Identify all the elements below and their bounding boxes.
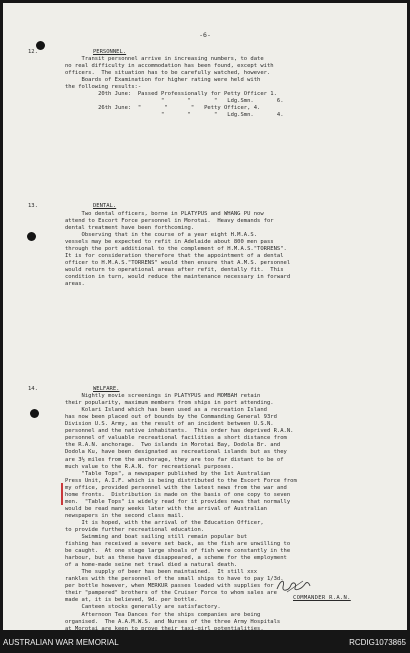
section-line: has now been placed out of bounds by the Commanding General 93rd (65, 414, 277, 421)
section-line: Transit personnel arrive in increasing numbers, to date (65, 56, 264, 63)
section-line: made at, it is believed, 9d. per bottle. (65, 597, 198, 604)
section-line: harbour, but as these have disappeared, a scheme for the employment (65, 555, 287, 562)
section-line: to provide further recreational education. (65, 526, 205, 533)
section-line: officers. The situation has to be carefully watched, however. (65, 70, 271, 77)
section-line: vessels may be expected to refit in Adelaide about 800 men pass (65, 238, 274, 245)
section-number: 14. (28, 386, 38, 393)
section-line: It is for consideration therefore that the appointment of a dental (65, 252, 284, 259)
section-line: The supply of beer has been maintained. It still xxx (65, 569, 258, 576)
section-line: the R.A.N. anchorage. Two islands in Morotai Bay, Dodola Br. and (65, 442, 281, 449)
section-line: are 3½ miles from the anchorage, they are too far distant to be of (65, 456, 284, 463)
section-line: "Table Tops", a newspaper published by the 1st Australian (65, 470, 271, 477)
section-line: would return to operational areas after refit, dentally fit. This (65, 266, 284, 273)
section-line: Press Unit, A.I.F. which is being distributed to the Escort Force from (65, 477, 297, 484)
document-page (3, 3, 407, 630)
section-heading: PERSONNEL. (93, 49, 127, 55)
section-line: Dodola Ku, have been designated as recreational islands but as they (65, 449, 287, 456)
signatory-title: COMMANDER R.A.N. (293, 595, 351, 601)
section-line: would be read many weeks later with the arrival of Australian (65, 505, 267, 512)
section-line: Kolari Island which has been used as a recreation Island (65, 407, 267, 414)
margin-mark (61, 483, 63, 505)
section-line: Two dental officers, borne in PLATYPUS and WHANG PU now (65, 210, 264, 217)
section-line: rankles with the personnel of the small ships to have to pay 1/3d. (65, 576, 284, 583)
section-line: no real difficulty in accommodation has been found, except with (65, 63, 274, 70)
section-line: personnel of valuable recreational facilities a short distance from (65, 435, 287, 442)
section-line: personnel and the native inhabitants. This order has deprived R.A.N. (65, 428, 294, 435)
section-welfare (28, 386, 395, 630)
section-line: 26th June: " " " Petty Officer, 4. (65, 105, 261, 112)
section-line: their popularity, maximum members from ships in port attending. (65, 400, 274, 407)
section-personnel (28, 49, 395, 119)
section-line: men. "Table Tops" is widely read for it provides news that normally (65, 498, 291, 505)
section-line: Division U.S. Army, as the result of an incident between U.S.N. (65, 421, 274, 428)
section-line: the following results:- (65, 84, 142, 91)
handwritten-signature (273, 575, 313, 595)
section-line: Swimming and boat sailing still remain popular but (65, 534, 248, 541)
section-line: Canteen stocks generally are satisfactory. (65, 604, 221, 611)
section-line: officer to H.M.A.S."TORRENS" would then ensure that A.M.S. personnel (65, 259, 291, 266)
section-heading: WELFARE. (93, 386, 120, 393)
section-line: through the port additional to the complement of H.M.A.S."TORRENS". (65, 245, 287, 252)
section-line: per bottle however, when MERKUR passes loaded with supplies for (65, 583, 274, 590)
section-line: It is hoped, with the arrival of the Education Officer, (65, 519, 264, 526)
record-id: RCDIG1073865 (349, 638, 406, 647)
punch-hole-bottom (30, 409, 39, 418)
section-line: " " " Ldg.Smn. 4. (65, 112, 284, 119)
section-line: fishing has received a severe set back, as the fish are unwilling to (65, 541, 291, 548)
section-line: much value to the R.A.N. for recreational purposes. (65, 463, 234, 470)
section-line: their "pampered" brothers of the Cruiser Force to whom sales are (65, 590, 277, 597)
section-line: Afternoon Tea Dances for the ships companies are being (65, 611, 261, 618)
section-line: newspapers in the second class mail. (65, 512, 185, 519)
section-line: of a home-made seine net trawl died a natural death. (65, 562, 238, 569)
page-number: -6- (199, 31, 211, 39)
section-line: attend to Escort Force personnel in Morotai. Heavy demands for (65, 217, 274, 224)
punch-hole-middle (27, 232, 36, 241)
section-line: dental treatment have been forthcoming. (65, 224, 195, 231)
section-line: " " " Ldg.Smn. 6. (65, 98, 284, 105)
section-line: Nightly movie screenings in PLATYPUS and MOMBAH retain (65, 393, 261, 400)
section-line: Boards of Examination for higher rating were held with (65, 77, 261, 84)
section-number: 12. (28, 49, 38, 55)
section-line: organised. The A.A.M.W.S. and Nurses of the three Army Hospitals (65, 618, 281, 625)
section-line: my office, provided personnel with the latest news from the war and (65, 484, 287, 491)
section-line: Observing that in the course of a year eight H.M.A.S. (65, 231, 258, 238)
section-number: 13. (28, 203, 38, 210)
section-line: condition in turn, would reduce the maintenance necessary in forward (65, 273, 291, 280)
archive-name: AUSTRALIAN WAR MEMORIAL (3, 638, 119, 647)
section-line: home fronts. Distribution is made on the basis of one copy to seven (65, 491, 291, 498)
section-line: areas. (65, 280, 85, 287)
section-heading: DENTAL. (93, 203, 117, 210)
section-line: 20th June: Passed Professionally for Petty Officer 1. (65, 91, 277, 98)
section-line: be caught. At one stage large shoals of fish were constantly in the (65, 548, 291, 555)
archive-footer (0, 630, 410, 653)
section-dental (28, 203, 395, 288)
section-line: at Morotai are keen to prove their taxi-girl potentialities. (65, 625, 264, 630)
